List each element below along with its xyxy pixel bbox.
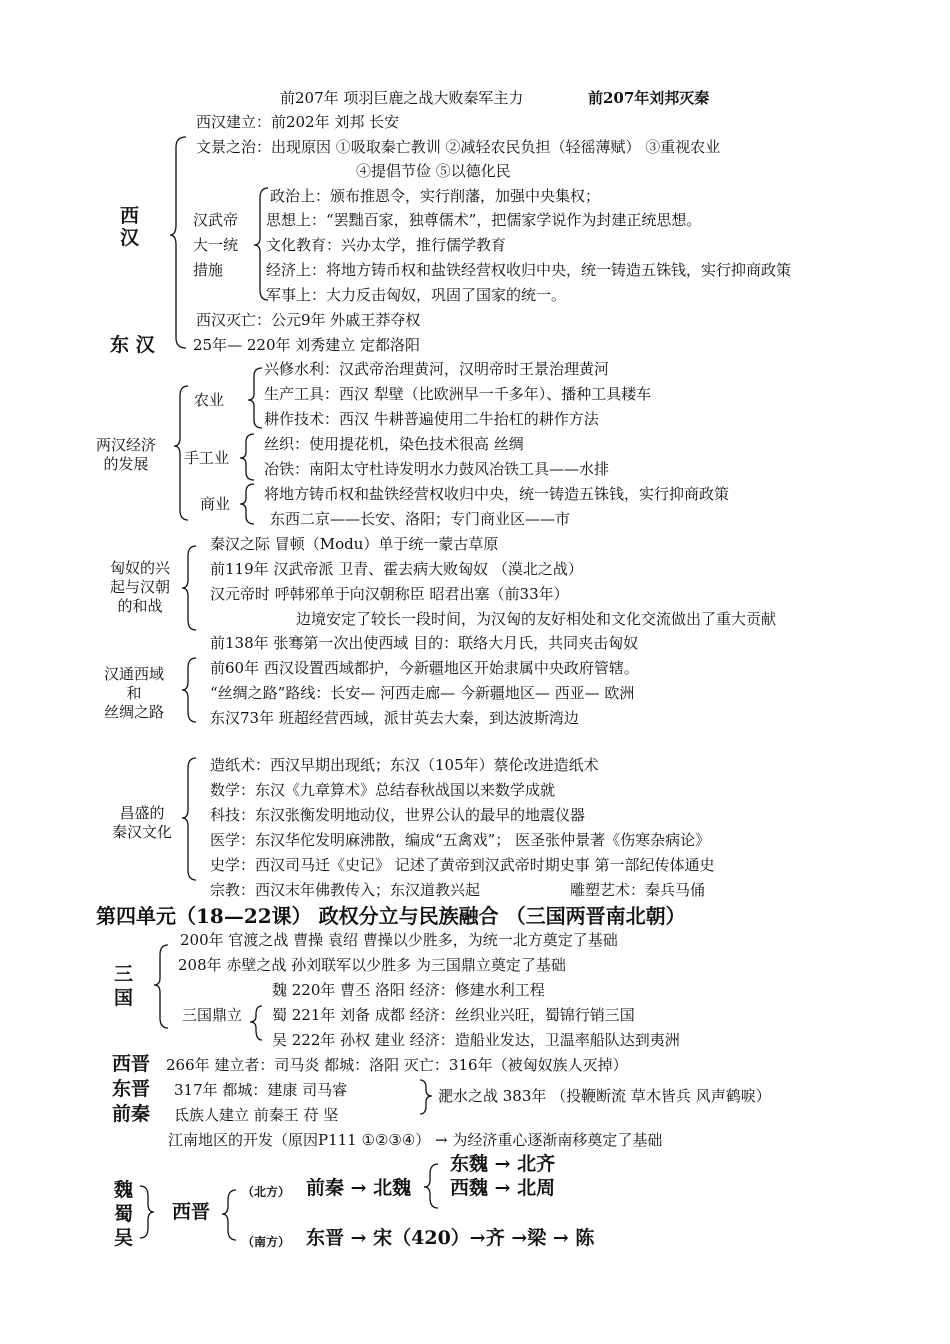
xiongnu-label (110, 559, 170, 616)
xiyu-label (104, 665, 164, 722)
xiongnu-label-line-2: 起与汉朝 (110, 578, 171, 596)
wudi-military: 军事上：大力反击匈奴，巩固了国家的统一。 (266, 286, 567, 304)
flow-west-chain: 西魏 → 北周 (450, 1177, 556, 1199)
trade-policy: 将地方铸币权和盐铁经营权收归中央，统一铸造五铢钱，实行抑商政策 (264, 485, 730, 503)
xiongnu-item-3: 汉元帝时 呼韩邪单于向汉朝称臣 昭君出塞（前33年） (210, 585, 569, 603)
flow-south-tag: （南方） (242, 1235, 291, 1249)
feishui-line: 淝水之战 383年 （投鞭断流 草木皆兵 风声鹤唳） (438, 1087, 771, 1105)
trade-label: 商业 (200, 495, 231, 513)
culture-label-line-2: 秦汉文化 (112, 823, 173, 841)
flow-shu: 蜀 (114, 1203, 134, 1225)
culture-medicine: 医学：东汉华佗发明麻沸散，编成“五禽戏”； 医圣张仲景著《伤寒杂病论》 (210, 831, 711, 849)
craft-iron: 冶铁：南阳太守杜诗发明水力鼓风冶铁工具——水排 (264, 460, 610, 478)
xiongnu-item-2: 前119年 汉武帝派 卫青、霍去病大败匈奴 （漠北之战） (210, 560, 583, 578)
dingli-label: 三国鼎立 (182, 1006, 243, 1024)
agri-farming: 耕作技术：西汉 牛耕普遍使用二牛抬杠的耕作方法 (264, 410, 599, 428)
xiyu-item-4: 东汉73年 班超经营西域，派甘英去大秦，到达波斯湾边 (210, 709, 579, 727)
wenjing-line-1: 文景之治：出现原因 ①吸取秦亡教训 ②减轻农民负担（轻徭薄赋） ③重视农业 (196, 138, 721, 156)
jiangnan-line: 江南地区的开发（原因P111 ①②③④） → 为经济重心逐渐南移奠定了基础 (168, 1131, 663, 1149)
donghan-line: 25年— 220年 刘秀建立 定都洛阳 (193, 336, 421, 354)
culture-religion: 宗教：西汉末年佛教传入；东汉道教兴起 (210, 881, 481, 899)
sanguo-label-bottom: 国 (114, 987, 134, 1009)
culture-history: 史学：西汉司马迁《史记》 记述了黄帝到汉武帝时期史事 第一部纪传体通史 (210, 856, 715, 874)
chibi-line: 208年 赤壁之战 孙刘联军以少胜多 为三国鼎立奠定了基础 (178, 956, 566, 974)
xiyu-item-1: 前138年 张骞第一次出使西域 目的：联络大月氏，共同夹击匈奴 (210, 634, 639, 652)
wudi-politics: 政治上：颁布推恩令，实行削藩，加强中央集权； (270, 187, 601, 205)
economy-label-line-1: 两汉经济 (96, 436, 157, 454)
xiongnu-item-1: 秦汉之际 冒顿（Modu）单于统一蒙古草原 (210, 535, 499, 553)
culture-math: 数学：东汉《九章算术》总结春秋战国以来数学成就 (210, 781, 556, 799)
agri-tools: 生产工具：西汉 犁壁（比欧洲早一千多年）、播种工具耧车 (264, 385, 652, 403)
qianqin-label: 前秦 (112, 1103, 151, 1125)
agri-water: 兴修水利：汉武帝治理黄河，汉明帝时王景治理黄河 (264, 360, 610, 378)
kingdom-wei: 魏 220年 曹丕 洛阳 经济：修建水利工程 (272, 981, 545, 999)
xiongnu-label-line-3: 的和战 (117, 597, 163, 615)
flow-xijin: 西晋 (172, 1201, 211, 1223)
flow-north-chain: 前秦 → 北魏 (306, 1177, 412, 1199)
xijin-line: 266年 建立者：司马炎 都城：洛阳 灭亡：316年（被匈奴族人灭掉） (166, 1056, 628, 1074)
economy-label-line-2: 的发展 (103, 455, 149, 473)
wudi-education: 文化教育：兴办太学，推行儒学教育 (266, 236, 507, 254)
wudi-label-3: 措施 (193, 261, 224, 279)
wudi-label-1: 汉武帝 (193, 211, 239, 229)
xihan-fall: 西汉灭亡：公元9年 外戚王莽夺权 (196, 311, 421, 329)
wenjing-line-2: ④提倡节俭 ⑤以德化民 (356, 162, 511, 180)
qianqin-line: 氐族人建立 前秦王 苻 坚 (174, 1106, 339, 1124)
kingdom-wu: 吴 222年 孙权 建业 经济：造船业发达，卫温率船队达到夷洲 (272, 1031, 680, 1049)
economy-label (96, 436, 156, 474)
sanguo-label-top: 三 (114, 963, 134, 985)
kingdom-shu: 蜀 221年 刘备 成都 经济：丝织业兴旺，蜀锦行销三国 (272, 1006, 635, 1024)
culture-paper: 造纸术：西汉早期出现纸；东汉（105年）蔡伦改进造纸术 (210, 756, 599, 774)
craft-label: 手工业 (184, 449, 230, 467)
wudi-label-2: 大一统 (193, 236, 239, 254)
xihan-founding: 西汉建立：前202年 刘邦 长安 (196, 113, 400, 131)
xiyu-item-3: “丝绸之路”路线：长安— 河西走廊— 今新疆地区— 西亚— 欧洲 (210, 684, 635, 702)
xiyu-label-line-1: 汉通西域 (104, 665, 165, 683)
craft-silk: 丝织：使用提花机，染色技术很高 丝绸 (264, 435, 524, 453)
dongjin-line: 317年 都城：建康 司马睿 (174, 1081, 348, 1099)
flow-north-tag: （北方） (242, 1185, 291, 1199)
flow-wei: 魏 (114, 1179, 134, 1201)
flow-east-chain: 东魏 → 北齐 (450, 1153, 556, 1175)
xihan-label-top: 西 (120, 205, 140, 227)
flow-south-chain: 东晋 → 宋（420）→齐 →梁 → 陈 (306, 1227, 595, 1249)
culture-label (112, 804, 172, 842)
unit4-heading: 第四单元（18—22课） 政权分立与民族融合 （三国两晋南北朝） (96, 904, 686, 928)
dongjin-label: 东晋 (112, 1078, 151, 1100)
line-207-julu: 前207年 项羽巨鹿之战大败秦军主力 (280, 89, 524, 107)
guandu-line: 200年 官渡之战 曹操 袁绍 曹操以少胜多，为统一北方奠定了基础 (180, 931, 618, 949)
xiongnu-item-4: 边境安定了较长一段时间，为汉匈的友好相处和文化交流做出了重大贡献 (296, 610, 777, 628)
xiongnu-label-line-1: 匈奴的兴 (110, 559, 171, 577)
flow-wu: 吴 (114, 1227, 134, 1249)
line-207-liubang: 前207年刘邦灭秦 (588, 89, 710, 107)
wudi-thought: 思想上：“罢黜百家，独尊儒术”，把儒家学说作为封建正统思想。 (266, 211, 702, 229)
xijin-label: 西晋 (112, 1053, 151, 1075)
xiyu-label-line-3: 丝绸之路 (104, 703, 165, 721)
xiyu-item-2: 前60年 西汉设置西域都护，今新疆地区开始隶属中央政府管辖。 (210, 659, 639, 677)
agri-label: 农业 (194, 391, 225, 409)
xihan-label-bottom: 汉 (120, 227, 140, 249)
xiyu-label-line-2: 和 (126, 684, 142, 702)
wudi-economy: 经济上：将地方铸币权和盐铁经营权收归中央，统一铸造五铢钱，实行抑商政策 (266, 261, 792, 279)
donghan-label: 东 汉 (110, 334, 155, 356)
culture-label-line-1: 昌盛的 (119, 804, 165, 822)
culture-sculpture: 雕塑艺术：秦兵马俑 (570, 881, 706, 899)
culture-tech: 科技：东汉张衡发明地动仪，世界公认的最早的地震仪器 (210, 806, 586, 824)
trade-cities: 东西二京——长安、洛阳；专门商业区——市 (270, 510, 571, 528)
